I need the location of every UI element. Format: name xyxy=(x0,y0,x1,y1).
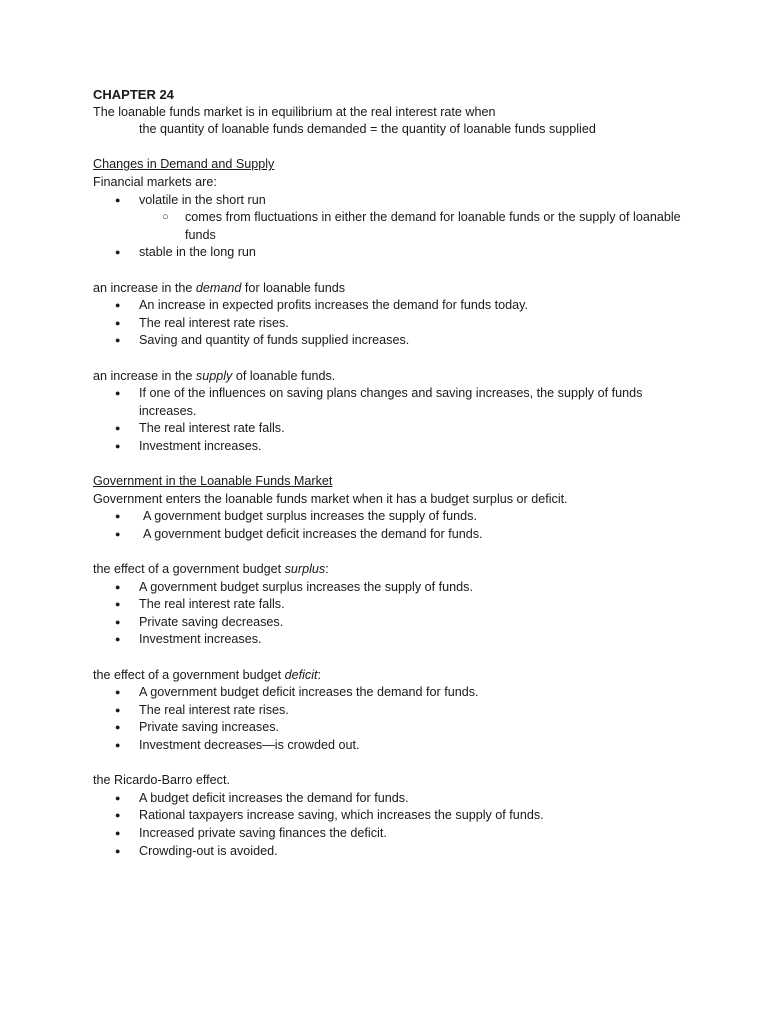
list-item: ● The real interest rate rises. xyxy=(93,702,683,720)
deficit-lead: the effect of a government budget deficit: xyxy=(93,667,322,682)
deficit-list xyxy=(93,684,683,754)
supply-lead: an increase in the supply of loanable funds. xyxy=(93,368,336,383)
list-item: ● Increased private saving finances the deficit. xyxy=(93,825,683,843)
list-item: ● Crowding-out is avoided. xyxy=(93,843,683,861)
demand-list xyxy=(93,297,683,350)
list-item: ● The real interest rate falls. xyxy=(93,596,683,614)
list-item: ● A budget deficit increases the demand for funds. xyxy=(93,790,683,808)
list-item: ● Investment increases. xyxy=(93,631,683,649)
list-item: ● A government budget surplus increases the supply of funds. xyxy=(93,508,683,526)
emphasis-supply: supply xyxy=(195,368,233,383)
list-item: ● An increase in expected profits increases the demand for funds today. xyxy=(93,297,683,315)
emphasis-deficit: deficit xyxy=(284,667,318,682)
list-item: ● Investment decreases—is crowded out. xyxy=(93,737,683,755)
section-heading-government: Government in the Loanable Funds Market xyxy=(93,474,333,489)
list-item: ● Investment increases. xyxy=(93,438,683,456)
list-item: ● The real interest rate falls. xyxy=(93,420,683,438)
equilibrium-condition: the quantity of loanable funds demanded = the quantity of loanable funds supplied xyxy=(139,122,596,137)
surplus-lead: the effect of a government budget surplus: xyxy=(93,562,329,577)
list-item: ● Rational taxpayers increase saving, which increases the supply of funds. xyxy=(93,807,683,825)
supply-list xyxy=(93,385,683,455)
government-lead: Government enters the loanable funds market when it has a budget surplus or deficit. xyxy=(93,491,568,506)
document-content xyxy=(93,86,683,860)
demand-lead: an increase in the demand for loanable funds xyxy=(93,280,346,295)
ricardo-barro-lead: the Ricardo-Barro effect. xyxy=(93,773,230,788)
list-item: ● stable in the long run xyxy=(93,244,683,262)
surplus-list xyxy=(93,579,683,649)
list-item: ● A government budget surplus increases the supply of funds. xyxy=(93,579,683,597)
sub-list xyxy=(139,209,683,244)
list-item: ● Saving and quantity of funds supplied increases. xyxy=(93,332,683,350)
section-heading-changes: Changes in Demand and Supply xyxy=(93,157,275,172)
list-item xyxy=(93,192,683,245)
list-item: ● A government budget deficit increases the demand for funds. xyxy=(93,526,683,544)
financial-markets-lead: Financial markets are: xyxy=(93,174,217,189)
list-item: ● A government budget deficit increases the demand for funds. xyxy=(93,684,683,702)
list-item: ● The real interest rate rises. xyxy=(93,315,683,333)
chapter-title: CHAPTER 24 xyxy=(93,87,174,102)
intro-line: The loanable funds market is in equilibrium at the real interest rate when xyxy=(93,104,496,119)
list-item: ● Private saving increases. xyxy=(93,719,683,737)
list-item: ● If one of the influences on saving plans changes and saving increases, the supply of funds increases. xyxy=(93,385,683,420)
list-item-text: volatile in the short run xyxy=(139,192,266,207)
ricardo-barro-list xyxy=(93,790,683,860)
government-list xyxy=(93,508,683,543)
sub-list-item: ○ comes from fluctuations in either the demand for loanable funds or the supply of loanable funds xyxy=(139,209,683,244)
emphasis-demand: demand xyxy=(195,280,242,295)
emphasis-surplus: surplus xyxy=(284,562,326,577)
list-item: ● Private saving decreases. xyxy=(93,614,683,632)
financial-markets-list xyxy=(93,192,683,262)
